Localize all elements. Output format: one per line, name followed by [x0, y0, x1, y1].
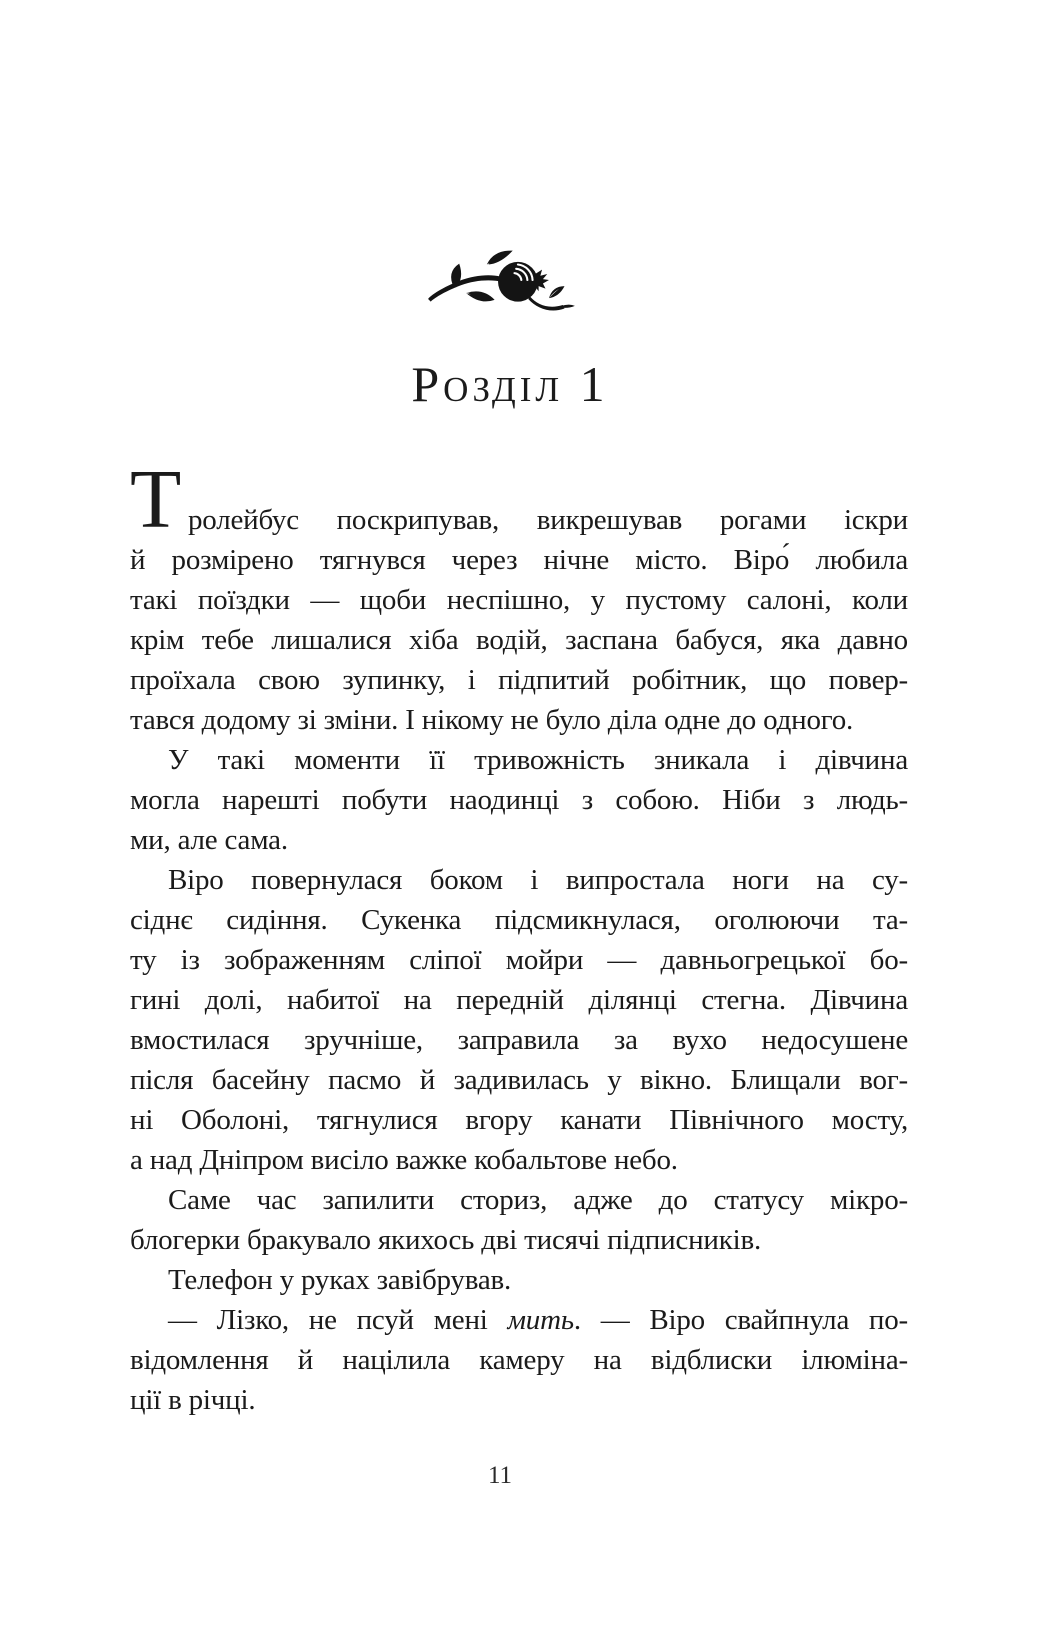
text-line: ні Оболоні, тягнулися вгору канати Північного мосту,: [130, 1104, 908, 1136]
text-line: тався додому зі зміни. І нікому не було діла одне до одного.: [130, 704, 854, 736]
text-line: а над Дніпром висіло важке кобальтове небо.: [130, 1144, 678, 1176]
text-line: ми, але сама.: [130, 824, 288, 856]
page-number: 11: [487, 1462, 513, 1489]
text-line: й розмірено тягнувся через нічне місто. Віро́ любила: [130, 544, 908, 576]
text-line-content: ролейбус поскрипував, викрешував рогами іскри: [188, 504, 908, 536]
body-text: [130, 453, 909, 1420]
text-line: вмостилася зручніше, заправила за вухо недосушене: [130, 1024, 908, 1056]
text-line: ту із зображенням сліпої мойри — давньогрецької бо-: [130, 944, 908, 976]
text-line: ції в річці.: [130, 1384, 256, 1416]
pomegranate-branch-icon: [404, 236, 599, 318]
chapter-title: Розділ 1: [411, 356, 609, 412]
dialogue-text: — Лізко, не псуй мені: [168, 1304, 508, 1336]
text-line: Телефон у руках завібрував.: [168, 1264, 512, 1296]
text-line: після басейну пасмо й задивилась у вікно. Блищали вог-: [130, 1064, 908, 1096]
text-line: проїхала свою зупинку, і підпитий робітник, що повер-: [130, 664, 908, 696]
text-line: [130, 1300, 908, 1340]
text-line: Віро повернулася боком і випростала ноги на су-: [168, 864, 908, 896]
text-line: У такі моменти її тривожність зникала і дівчина: [168, 744, 908, 776]
text-line: [130, 453, 908, 546]
text-line: такі поїздки — щоби неспішно, у пустому салоні, коли: [130, 584, 908, 616]
text-line: крім тебе лишалися хіба водій, заспана бабуся, яка давно: [130, 624, 908, 656]
drop-cap: Т: [130, 453, 182, 546]
text-line: сіднє сидіння. Сукенка підсмикнулася, оголюючи та-: [130, 904, 908, 936]
dialogue-text: . — Віро свайпнула по-: [573, 1304, 909, 1336]
text-line: Саме час запилити сториз, адже до статусу мікро-: [168, 1184, 908, 1216]
text-line: гині долі, набитої на передній ділянці стегна. Дівчина: [130, 984, 908, 1016]
text-line: могла нарешті побути наодинці з собою. Ніби з людь-: [130, 784, 908, 816]
emphasized-word: мить: [507, 1304, 574, 1336]
text-line: блогерки бракувало якихось дві тисячі підписників.: [130, 1224, 762, 1256]
text-line: відомлення й націлила камеру на відблиски ілюміна-: [130, 1344, 908, 1376]
